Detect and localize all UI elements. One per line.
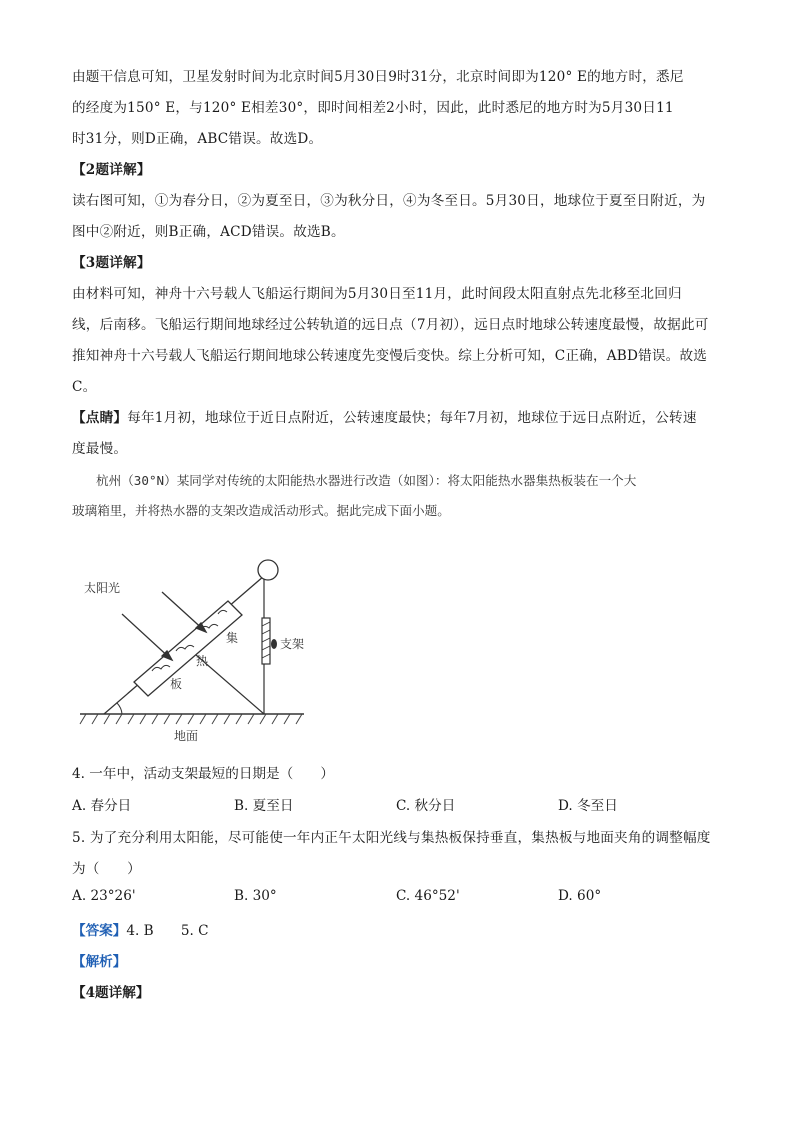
text-line: 由题干信息可知，卫星发射时间为北京时间5月30日9时31分，北京时间即为120° E的地方时，悉尼 [72, 69, 684, 85]
option-b: B. 30° [234, 888, 277, 904]
section-head-q4: 【4题详解】 [72, 985, 150, 1001]
text-line: C。 [72, 379, 97, 395]
question-4-options [72, 794, 724, 824]
tip-paragraph [72, 403, 724, 465]
text-line: 时31分，则D正确，ABC错误。故选D。 [72, 131, 323, 147]
label-ground: 地面 [174, 729, 199, 743]
question-4-stem: 4. 一年中，活动支架最短的日期是（ ） [72, 766, 334, 782]
question-5-options [72, 888, 724, 918]
explanation-paragraph-1 [72, 62, 724, 155]
text-line: 读右图可知，①为春分日，②为夏至日，③为秋分日，④为冬至日。5月30日，地球位于夏至日附近，为 [72, 193, 706, 209]
text-line: 推知神舟十六号载人飞船运行期间地球公转速度先变慢后变快。综上分析可知，C正确，ABD错误。故选 [72, 348, 708, 364]
option-d: D. 冬至日 [558, 798, 618, 814]
text-line: 度最慢。 [72, 441, 128, 457]
explanation-paragraph-2 [72, 186, 724, 248]
label-bracket: 支架 [280, 637, 305, 651]
text-line: 由材料可知，神舟十六号载人飞船运行期间为5月30日至11月，此时间段太阳直射点先北移至北回归 [72, 286, 682, 302]
text-line: 图中②附近，则B正确，ACD错误。故选B。 [72, 224, 345, 240]
section-head-q2: 【2题详解】 [72, 162, 151, 178]
text-line: 线，后南移。飞船运行期间地球经过公转轨道的远日点（7月初），远日点时地球公转速度最慢，故据此可 [72, 317, 709, 333]
option-a: A. 23°26' [72, 888, 136, 904]
question-5-stem [72, 823, 724, 885]
section-head-q3: 【3题详解】 [72, 255, 151, 271]
option-c: C. 秋分日 [396, 798, 456, 814]
option-a: A. 春分日 [72, 798, 132, 814]
label-panel-char-2: 热 [196, 654, 209, 668]
angle-arc [117, 703, 122, 714]
material-intro [72, 466, 736, 526]
option-d: D. 60° [558, 888, 602, 904]
bracket-knob [271, 639, 277, 649]
option-b: B. 夏至日 [234, 798, 294, 814]
text-line: 玻璃箱里，并将热水器的支架改造成活动形式。据此完成下面小题。 [72, 503, 450, 518]
analysis-head: 【解析】 [72, 954, 127, 970]
text-line: 5. 为了充分利用太阳能，尽可能使一年内正午太阳光线与集热板保持垂直，集热板与地面夹角的调整幅度 [72, 830, 711, 846]
answer-text: 4. B 5. C [126, 923, 209, 939]
label-panel-char-1: 集 [226, 631, 239, 645]
solar-heater-diagram [78, 548, 308, 748]
ground-hatch [80, 714, 302, 724]
label-panel-char-3: 板 [170, 677, 183, 691]
answer-tag: 【答案】 [72, 923, 127, 939]
text-line: 的经度为150° E，与120° E相差30°，即时间相差2小时，因此，此时悉尼的地方时为5月30日11 [72, 100, 674, 116]
explanation-paragraph-3 [72, 279, 724, 403]
text-line: 为（ ） [72, 861, 141, 877]
tip-tag: 【点睛】 [72, 410, 128, 426]
text-line: 【点睛】每年1月初，地球位于近日点附近，公转速度最快；每年7月初，地球位于远日点附近，公转速 [72, 410, 697, 426]
label-sunlight: 太阳光 [84, 581, 121, 595]
pulley-wheel [258, 560, 278, 580]
option-c: C. 46°52' [396, 888, 460, 904]
answer-line [72, 919, 209, 939]
text-line: 杭州（30°N）某同学对传统的太阳能热水器进行改造（如图）：将太阳能热水器集热板装在一个大 [96, 473, 637, 488]
